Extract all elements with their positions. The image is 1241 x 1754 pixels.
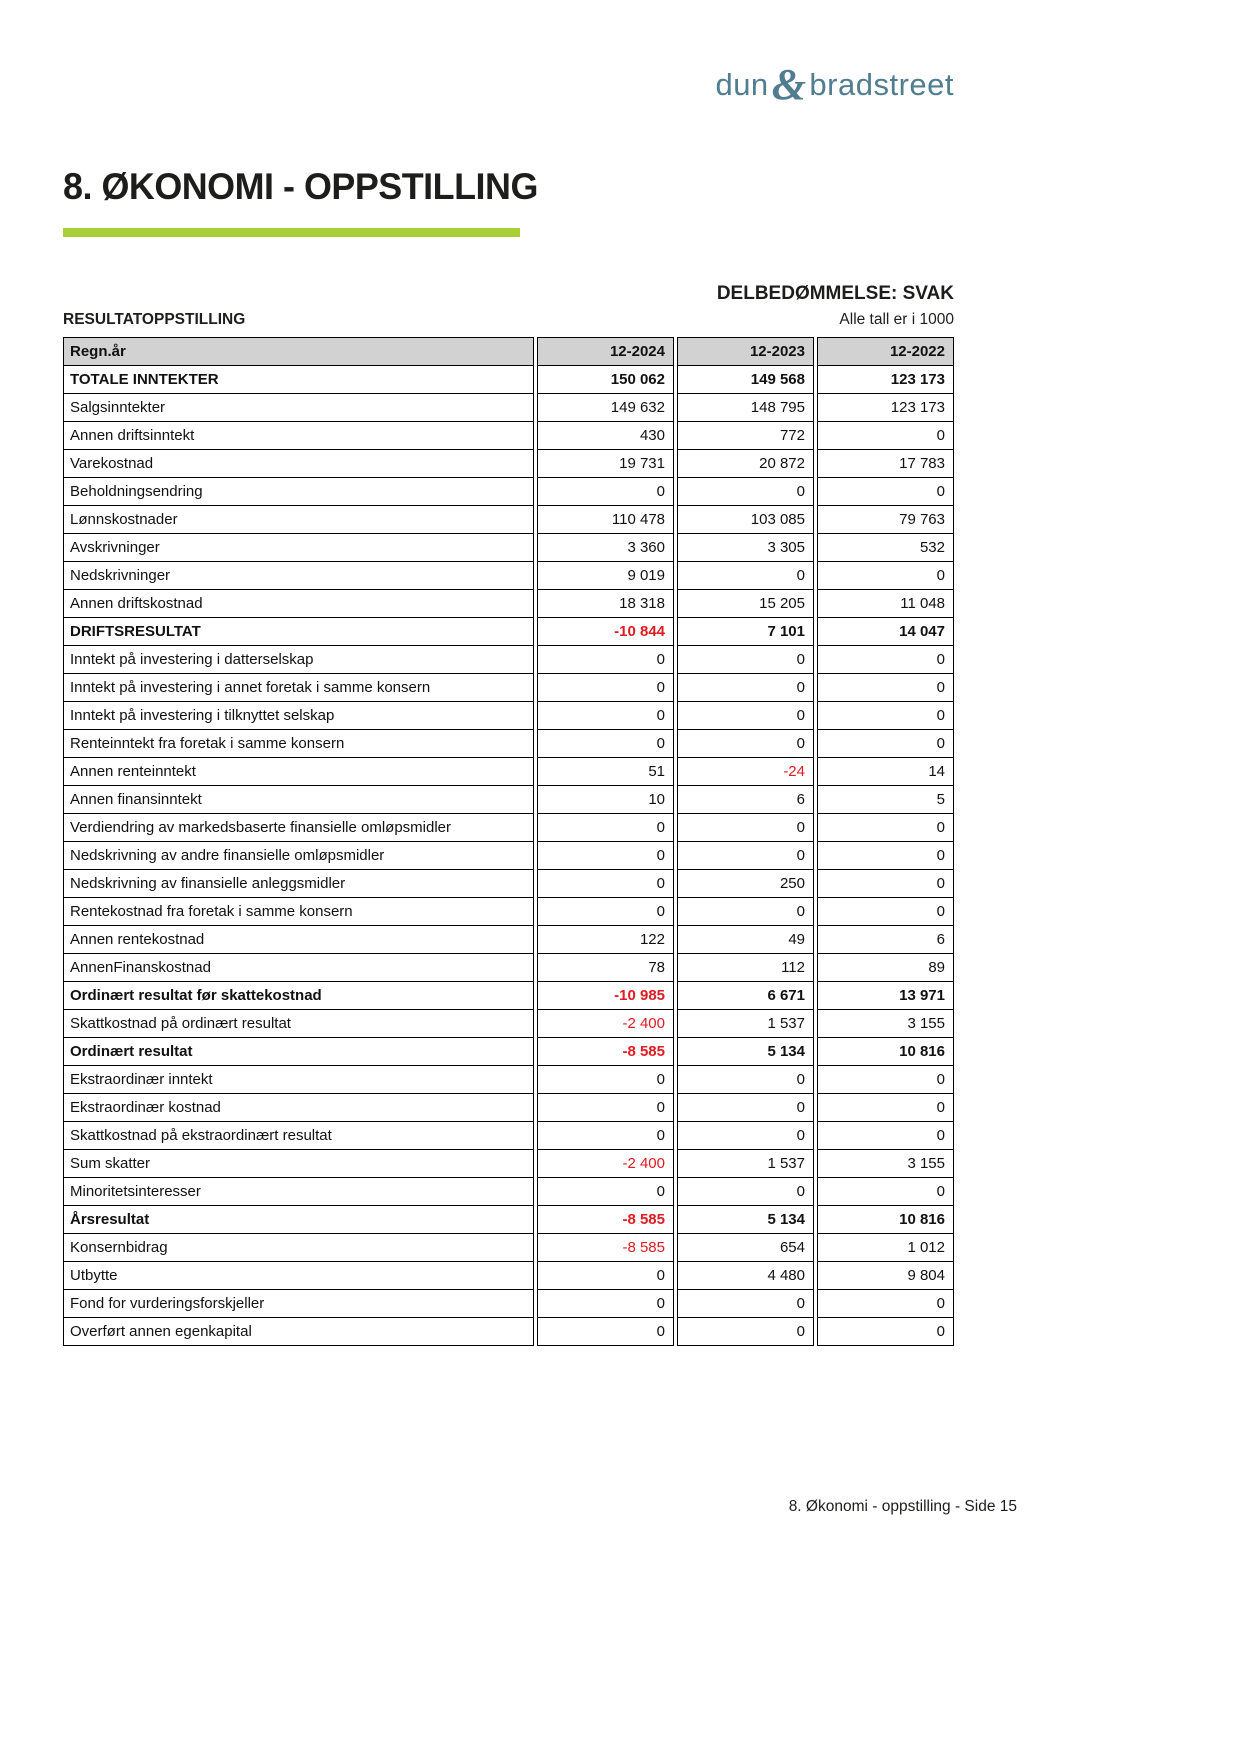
table-row	[64, 1094, 954, 1122]
value-cell: 3 360	[538, 534, 674, 562]
value-cell: 0	[818, 1178, 954, 1206]
value-cell: 6 671	[678, 982, 814, 1010]
value-cell: 51	[538, 758, 674, 786]
value-cell: 0	[818, 898, 954, 926]
value-cell: 0	[678, 1318, 814, 1346]
content-area	[63, 0, 1017, 1515]
value-cell: 0	[538, 870, 674, 898]
value-cell: 0	[818, 562, 954, 590]
row-label-cell: Nedskrivning av finansielle anleggsmidler	[64, 870, 534, 898]
title-accent-bar	[63, 228, 520, 237]
value-cell: 14	[818, 758, 954, 786]
value-cell: 149 632	[538, 394, 674, 422]
table-row	[64, 898, 954, 926]
value-cell: 0	[818, 1094, 954, 1122]
table-row	[64, 786, 954, 814]
value-cell: 0	[678, 730, 814, 758]
table-row	[64, 422, 954, 450]
value-cell: 0	[678, 842, 814, 870]
table-row	[64, 618, 954, 646]
value-cell: 14 047	[818, 618, 954, 646]
row-label-cell: Avskrivninger	[64, 534, 534, 562]
value-cell: 0	[538, 702, 674, 730]
row-label-cell: Annen driftsinntekt	[64, 422, 534, 450]
table-row	[64, 590, 954, 618]
row-label-cell: Årsresultat	[64, 1206, 534, 1234]
table-row	[64, 730, 954, 758]
row-label-cell: Beholdningsendring	[64, 478, 534, 506]
value-cell: 3 305	[678, 534, 814, 562]
value-cell: 110 478	[538, 506, 674, 534]
header-cell-year: 12-2024	[538, 338, 674, 366]
value-cell: 0	[678, 562, 814, 590]
value-cell: 0	[818, 1318, 954, 1346]
value-cell: -10 985	[538, 982, 674, 1010]
header-cell-label: Regn.år	[64, 338, 534, 366]
table-title-row	[63, 311, 954, 329]
value-cell: 0	[818, 842, 954, 870]
row-label-cell: DRIFTSRESULTAT	[64, 618, 534, 646]
row-label-cell: TOTALE INNTEKTER	[64, 366, 534, 394]
value-cell: 0	[538, 1290, 674, 1318]
table-row	[64, 1150, 954, 1178]
table-header-row	[64, 338, 954, 366]
value-cell: 10 816	[818, 1038, 954, 1066]
header-cell-year: 12-2022	[818, 338, 954, 366]
value-cell: 78	[538, 954, 674, 982]
value-cell: 1 537	[678, 1010, 814, 1038]
value-cell: 0	[678, 702, 814, 730]
units-note: Alle tall er i 1000	[839, 311, 954, 328]
table-row	[64, 926, 954, 954]
value-cell: 6	[678, 786, 814, 814]
value-cell: 0	[678, 674, 814, 702]
value-cell: 0	[538, 898, 674, 926]
table-row	[64, 646, 954, 674]
row-label-cell: Nedskrivninger	[64, 562, 534, 590]
row-label-cell: Rentekostnad fra foretak i samme konsern	[64, 898, 534, 926]
value-cell: 148 795	[678, 394, 814, 422]
table-row	[64, 702, 954, 730]
value-cell: 0	[538, 1122, 674, 1150]
row-label-cell: Lønnskostnader	[64, 506, 534, 534]
value-cell: -2 400	[538, 1150, 674, 1178]
row-label-cell: Skattkostnad på ordinært resultat	[64, 1010, 534, 1038]
row-label-cell: Ekstraordinær inntekt	[64, 1066, 534, 1094]
table-row	[64, 394, 954, 422]
table-row	[64, 1318, 954, 1346]
row-label-cell: Salgsinntekter	[64, 394, 534, 422]
row-label-cell: Annen renteinntekt	[64, 758, 534, 786]
table-row	[64, 1122, 954, 1150]
value-cell: 250	[678, 870, 814, 898]
value-cell: 1 012	[818, 1234, 954, 1262]
table-row	[64, 1290, 954, 1318]
value-cell: -8 585	[538, 1234, 674, 1262]
table-row	[64, 1010, 954, 1038]
value-cell: 10	[538, 786, 674, 814]
value-cell: -8 585	[538, 1038, 674, 1066]
value-cell: 772	[678, 422, 814, 450]
value-cell: 0	[678, 814, 814, 842]
value-cell: 17 783	[818, 450, 954, 478]
value-cell: -2 400	[538, 1010, 674, 1038]
value-cell: 0	[678, 1094, 814, 1122]
table-row	[64, 1178, 954, 1206]
row-label-cell: Ordinært resultat	[64, 1038, 534, 1066]
table-row	[64, 1206, 954, 1234]
value-cell: 0	[538, 674, 674, 702]
value-cell: 0	[538, 478, 674, 506]
value-cell: 0	[678, 1066, 814, 1094]
value-cell: 123 173	[818, 366, 954, 394]
logo-ampersand-icon: &	[771, 60, 807, 109]
table-row	[64, 1234, 954, 1262]
value-cell: 123 173	[818, 394, 954, 422]
table-header	[64, 338, 954, 366]
table-row	[64, 562, 954, 590]
value-cell: 0	[538, 814, 674, 842]
table-row	[64, 870, 954, 898]
value-cell: 9 019	[538, 562, 674, 590]
page-footer: 8. Økonomi - oppstilling - Side 15	[788, 1498, 1017, 1515]
header-cell-year: 12-2023	[678, 338, 814, 366]
table-row	[64, 982, 954, 1010]
logo-word-bradstreet: bradstreet	[809, 67, 954, 102]
value-cell: 0	[538, 1178, 674, 1206]
value-cell: -10 844	[538, 618, 674, 646]
table-row	[64, 506, 954, 534]
value-cell: 0	[818, 1066, 954, 1094]
table-row	[64, 534, 954, 562]
row-label-cell: Inntekt på investering i tilknyttet selskap	[64, 702, 534, 730]
value-cell: 5	[818, 786, 954, 814]
assessment-label: DELBEDØMMELSE: SVAK	[716, 283, 954, 304]
table-row	[64, 814, 954, 842]
table-row	[64, 366, 954, 394]
value-cell: 19 731	[538, 450, 674, 478]
row-label-cell: AnnenFinanskostnad	[64, 954, 534, 982]
table-row	[64, 1262, 954, 1290]
row-label-cell: Annen driftskostnad	[64, 590, 534, 618]
value-cell: 0	[678, 1122, 814, 1150]
value-cell: 7 101	[678, 618, 814, 646]
row-label-cell: Inntekt på investering i annet foretak i samme konsern	[64, 674, 534, 702]
row-label-cell: Annen rentekostnad	[64, 926, 534, 954]
row-label-cell: Renteinntekt fra foretak i samme konsern	[64, 730, 534, 758]
table-row	[64, 842, 954, 870]
value-cell: 0	[818, 422, 954, 450]
value-cell: 4 480	[678, 1262, 814, 1290]
income-statement-table	[63, 337, 954, 1346]
row-label-cell: Ekstraordinær kostnad	[64, 1094, 534, 1122]
row-label-cell: Fond for vurderingsforskjeller	[64, 1290, 534, 1318]
table-row	[64, 450, 954, 478]
table-row	[64, 1038, 954, 1066]
value-cell: 0	[818, 1290, 954, 1318]
row-label-cell: Verdiendring av markedsbaserte finansielle omløpsmidler	[64, 814, 534, 842]
value-cell: -8 585	[538, 1206, 674, 1234]
value-cell: 103 085	[678, 506, 814, 534]
value-cell: 3 155	[818, 1150, 954, 1178]
value-cell: 0	[818, 814, 954, 842]
row-label-cell: Skattkostnad på ekstraordinært resultat	[64, 1122, 534, 1150]
row-label-cell: Sum skatter	[64, 1150, 534, 1178]
row-label-cell: Nedskrivning av andre finansielle omløpsmidler	[64, 842, 534, 870]
table-row	[64, 954, 954, 982]
value-cell: 0	[538, 1094, 674, 1122]
logo-word-dun: dun	[715, 67, 769, 102]
value-cell: 0	[818, 870, 954, 898]
value-cell: 1 537	[678, 1150, 814, 1178]
value-cell: 18 318	[538, 590, 674, 618]
value-cell: 5 134	[678, 1206, 814, 1234]
page-title: 8. ØKONOMI - OPPSTILLING	[63, 166, 538, 207]
value-cell: 0	[538, 730, 674, 758]
value-cell: 9 804	[818, 1262, 954, 1290]
table-row	[64, 758, 954, 786]
value-cell: 654	[678, 1234, 814, 1262]
value-cell: 0	[818, 646, 954, 674]
row-label-cell: Overført annen egenkapital	[64, 1318, 534, 1346]
table-title: RESULTATOPPSTILLING	[63, 311, 246, 328]
value-cell: 89	[818, 954, 954, 982]
value-cell: 0	[818, 478, 954, 506]
value-cell: 0	[538, 646, 674, 674]
value-cell: 0	[818, 730, 954, 758]
row-label-cell: Minoritetsinteresser	[64, 1178, 534, 1206]
value-cell: 0	[538, 1262, 674, 1290]
value-cell: 0	[818, 674, 954, 702]
value-cell: 0	[678, 478, 814, 506]
table-row	[64, 1066, 954, 1094]
value-cell: 0	[538, 1318, 674, 1346]
row-label-cell: Annen finansinntekt	[64, 786, 534, 814]
value-cell: -24	[678, 758, 814, 786]
value-cell: 11 048	[818, 590, 954, 618]
value-cell: 0	[678, 1178, 814, 1206]
value-cell: 3 155	[818, 1010, 954, 1038]
row-label-cell: Ordinært resultat før skattekostnad	[64, 982, 534, 1010]
value-cell: 122	[538, 926, 674, 954]
value-cell: 532	[818, 534, 954, 562]
row-label-cell: Varekostnad	[64, 450, 534, 478]
value-cell: 20 872	[678, 450, 814, 478]
value-cell: 6	[818, 926, 954, 954]
dun-bradstreet-logo	[63, 62, 954, 108]
value-cell: 112	[678, 954, 814, 982]
value-cell: 0	[678, 1290, 814, 1318]
value-cell: 15 205	[678, 590, 814, 618]
value-cell: 5 134	[678, 1038, 814, 1066]
table-row	[64, 478, 954, 506]
row-label-cell: Inntekt på investering i datterselskap	[64, 646, 534, 674]
value-cell: 0	[818, 702, 954, 730]
value-cell: 430	[538, 422, 674, 450]
value-cell: 49	[678, 926, 814, 954]
row-label-cell: Utbytte	[64, 1262, 534, 1290]
value-cell: 10 816	[818, 1206, 954, 1234]
value-cell: 0	[678, 898, 814, 926]
value-cell: 79 763	[818, 506, 954, 534]
row-label-cell: Konsernbidrag	[64, 1234, 534, 1262]
value-cell: 150 062	[538, 366, 674, 394]
value-cell: 0	[538, 1066, 674, 1094]
table-row	[64, 674, 954, 702]
value-cell: 13 971	[818, 982, 954, 1010]
table-body	[64, 366, 954, 1346]
value-cell: 149 568	[678, 366, 814, 394]
value-cell: 0	[538, 842, 674, 870]
value-cell: 0	[818, 1122, 954, 1150]
value-cell: 0	[678, 646, 814, 674]
